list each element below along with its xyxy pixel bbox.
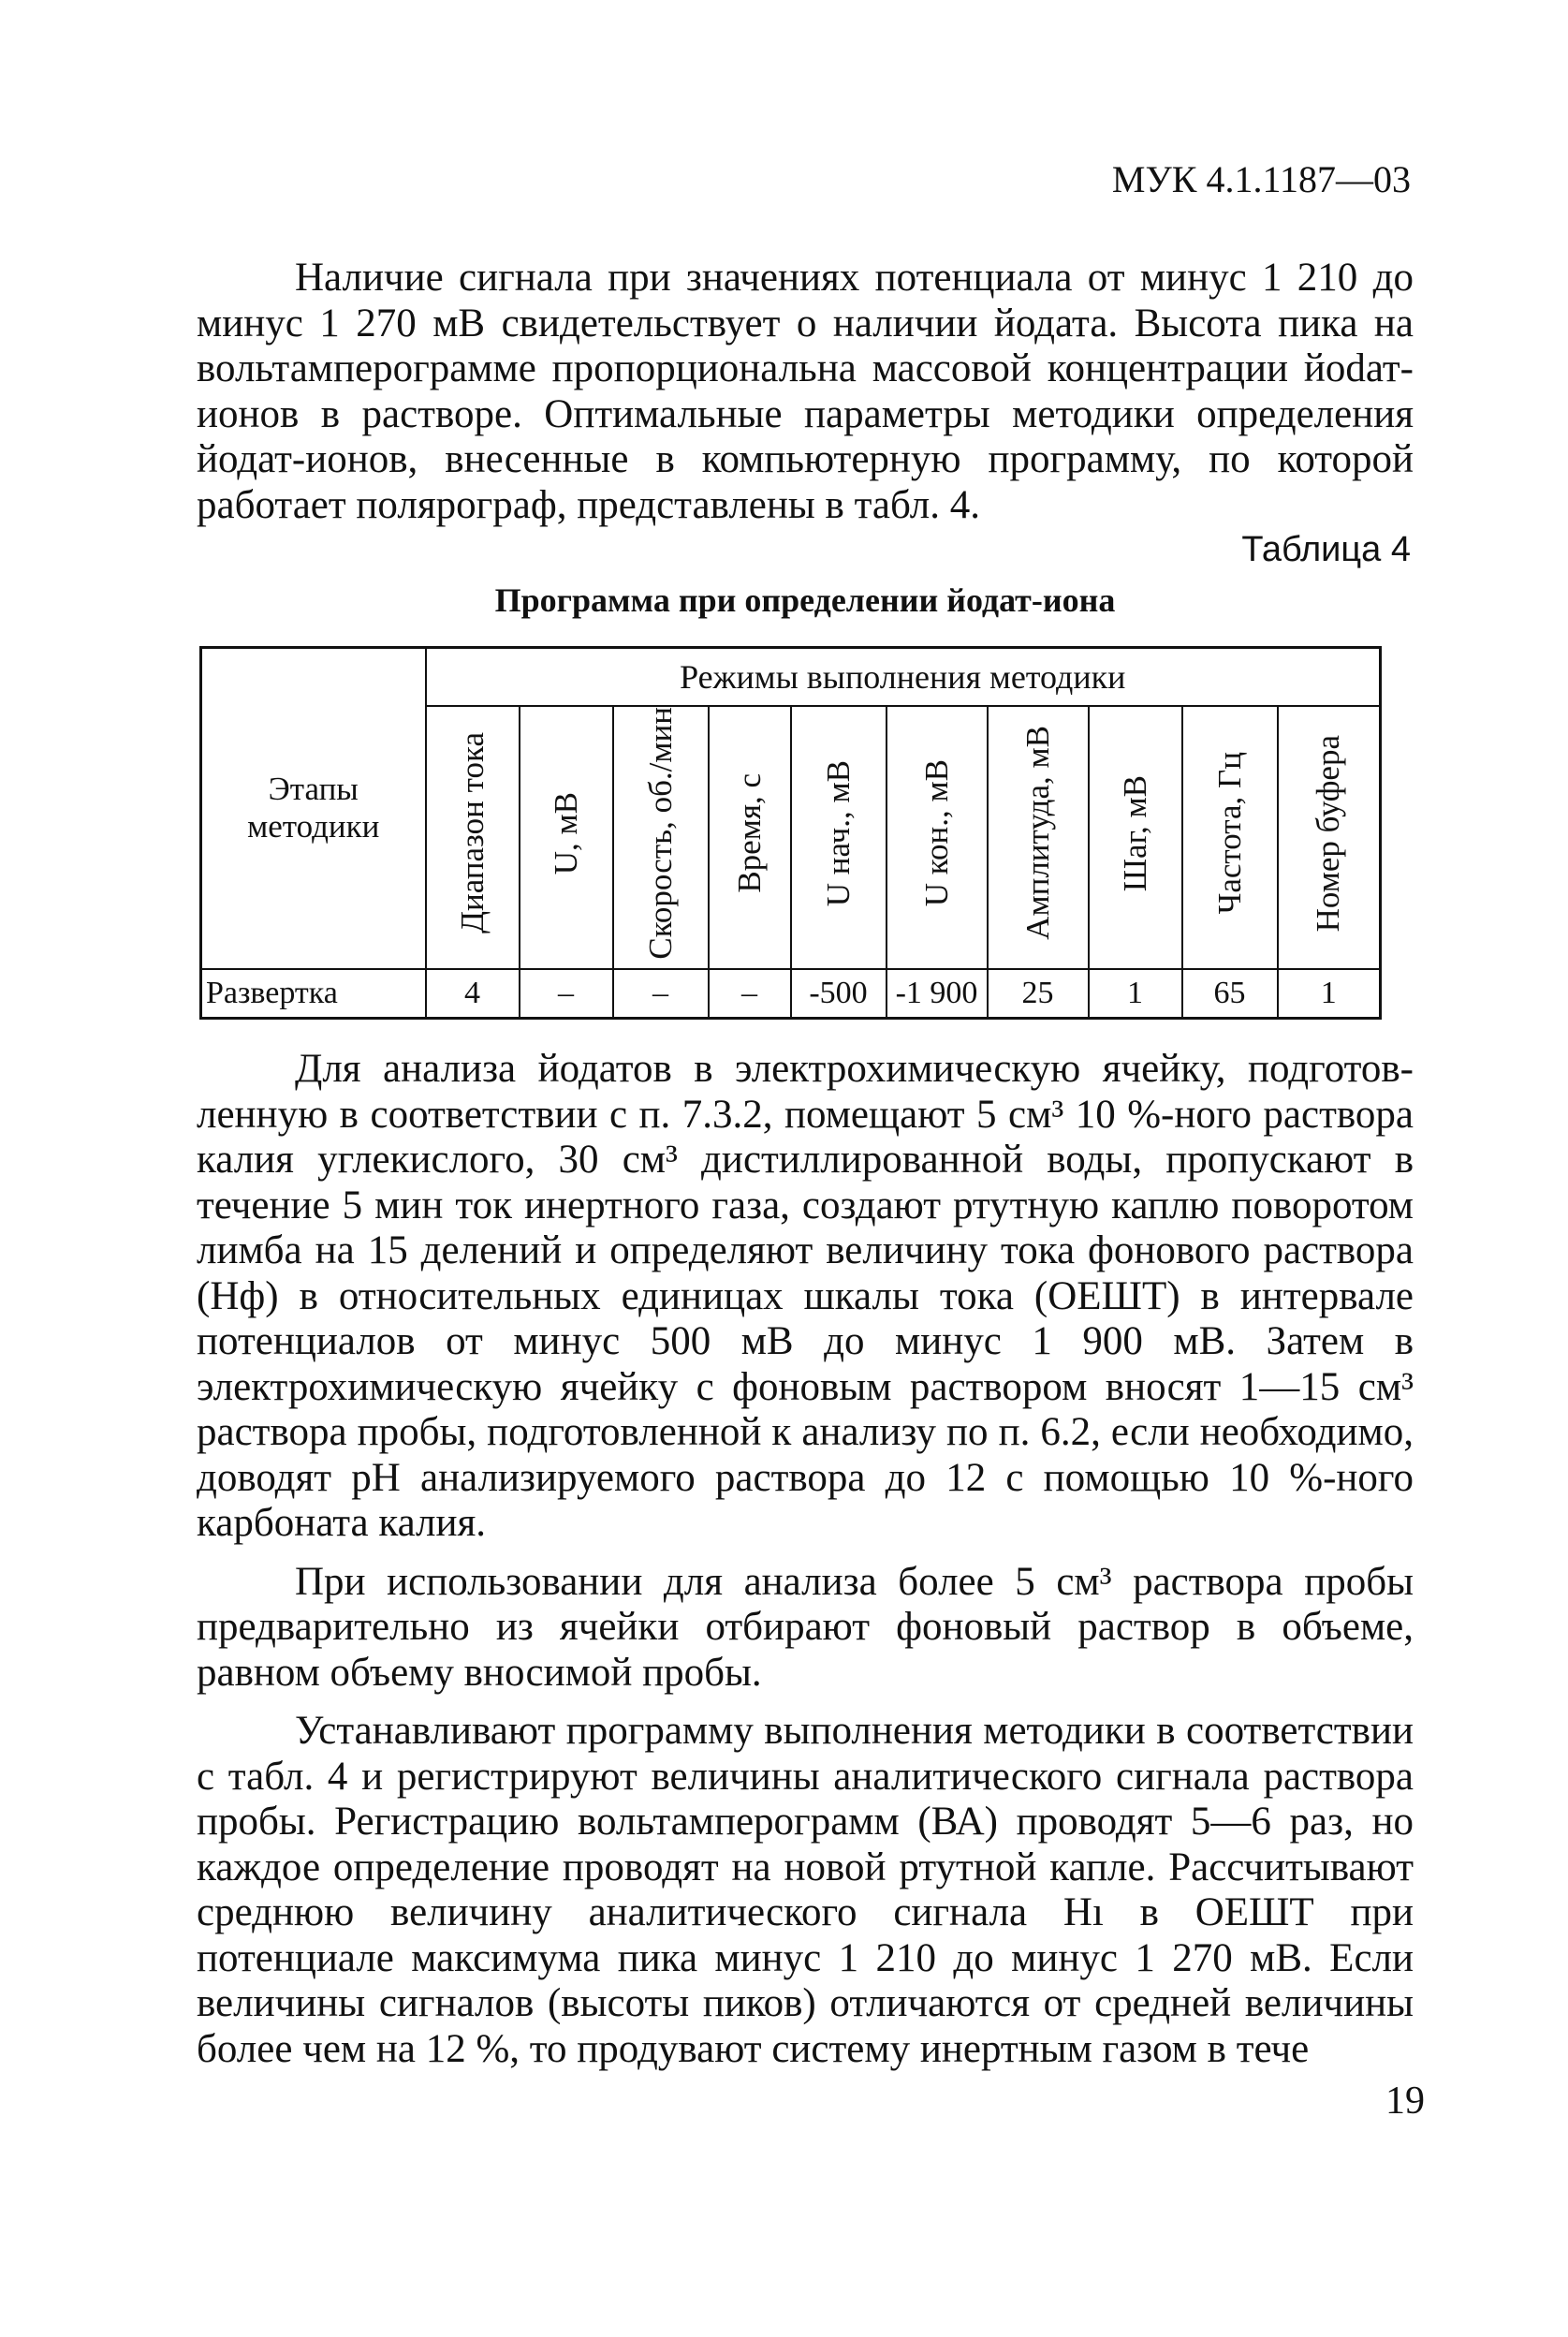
document-code: МУК 4.1.1187—03: [1111, 158, 1411, 200]
page-number: 19: [1385, 2080, 1425, 2123]
table-cell: 25: [988, 969, 1089, 1019]
column-header: Шаг, мВ: [1089, 706, 1182, 969]
column-header: Амплитуда, мВ: [988, 706, 1089, 969]
column-header: Время, с: [709, 706, 791, 969]
column-header: Скорость, об./мин: [613, 706, 709, 969]
modes-header: Режимы выполнения методики: [426, 648, 1381, 707]
stage-column-header: Этапы методики: [201, 648, 426, 969]
table-cell: –: [613, 969, 709, 1019]
column-header: U кон., мВ: [887, 706, 988, 969]
table-title: Программа при определении йодат-иона: [494, 581, 1116, 619]
column-header: U, мВ: [520, 706, 613, 969]
column-header: U нач., мВ: [791, 706, 887, 969]
table-cell: 65: [1182, 969, 1278, 1019]
paragraph: Устанавливают программу выполнения методики в соответствии с табл. 4 и регистрируют величины аналитического сигнала раствора пробы. Регистрацию вольтамперограмм (ВА) проводят 5—6 раз, но каждое определение проводят на новой ртутной капле. Рассчитывают среднюю величину аналитического сигнала Hı в ОЕШТ при потенциале максимума пика минус 1 210 до минус 1 270 мВ. Если величины сигналов (высоты пиков) отличаются от средней величины более чем на 12 %, то продувают систему инертным газом в тече: [197, 1709, 1414, 2071]
column-header: Частота, Гц: [1182, 706, 1278, 969]
table-cell: -500: [791, 969, 887, 1019]
stage-cell: Развертка: [201, 969, 426, 1019]
paragraph: Для анализа йодатов в электрохимическую ячейку, подготовленную в соответствии с п. 7.3.2, помещают 5 см³ 10 %-ного раствора калия углекислого, 30 см³ дистиллированной воды, пропускают в течение 5 мин ток инертного газа, создают ртутную каплю поворотом лимба на 15 делений и определяют величину тока фонового раствора (Нф) в относительных единицах шкалы тока (ОЕШТ) в интервале потенциалов от минус 500 мВ до минус 1 900 мВ. Затем в электрохимическую ячейку с фоновым раствором вносят 1—15 см³ раствора пробы, подготовленной к анализу по п. 6.2, если необходимо, доводят рН анализируемого раствора до 12 с помощью 10 %-ного карбоната калия.: [197, 1047, 1414, 1545]
paragraph: При использовании для анализа более 5 см³ раствора пробы предварительно из ячейки отбирают фоновый раствор в объеме, равном объему вносимой пробы.: [197, 1559, 1414, 1695]
table-cell: –: [520, 969, 613, 1019]
table-cell: 1: [1278, 969, 1381, 1019]
column-header: Номер буфера: [1278, 706, 1381, 969]
body-text: [197, 256, 1414, 528]
table-cell: -1 900: [887, 969, 988, 1019]
table-cell: 4: [426, 969, 520, 1019]
table-row: [201, 969, 1381, 1019]
table-cell: 1: [1089, 969, 1182, 1019]
parameters-table: [199, 646, 1382, 1020]
table-number-label: Таблица 4: [1241, 530, 1411, 569]
table-cell: –: [709, 969, 791, 1019]
column-header: Диапазон тока: [426, 706, 520, 969]
body-text-continued: [197, 1047, 1414, 2072]
intro-paragraph: Наличие сигнала при значениях потенциала от минус 1 210 до минус 1 270 мВ свидетельствует о наличии йодата. Высота пика на вольтамперограмме пропорциональна массовой концентрации йоdат-ионов в растворе. Оптимальные параметры методики определения йодат-ионов, внесенные в компьютерную программу, по которой работает полярограф, представлены в табл. 4.: [197, 256, 1414, 527]
